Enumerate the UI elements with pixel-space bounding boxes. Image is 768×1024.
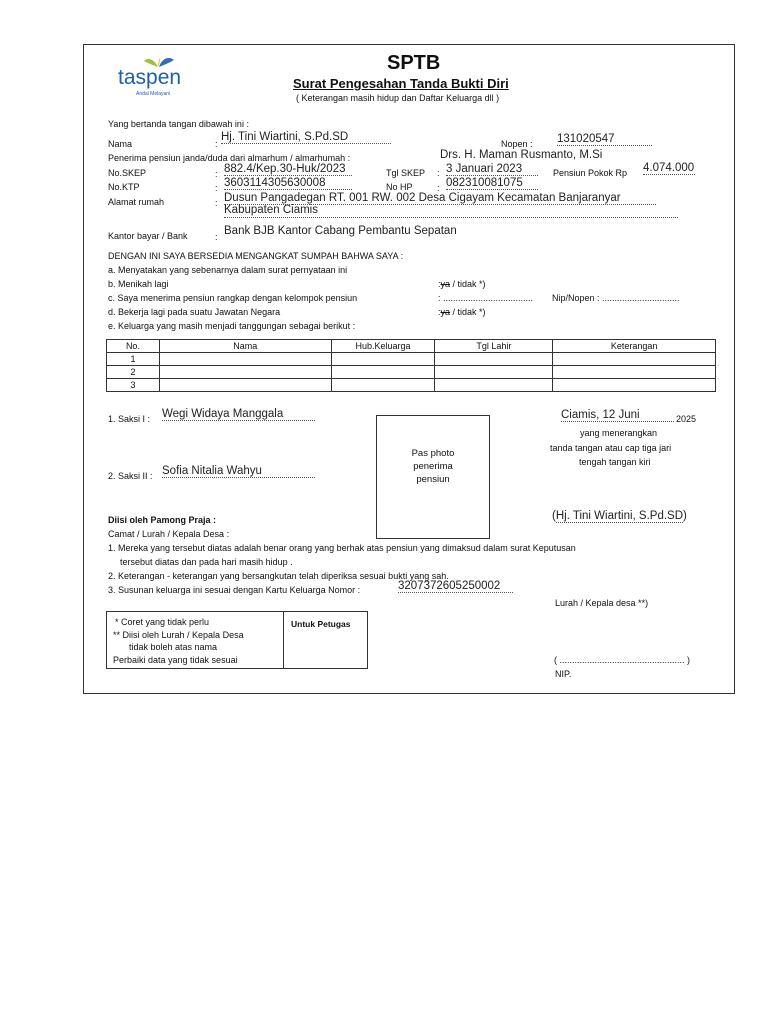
- penerima-label: Penerima pensiun janda/duda dari almarhum / almarhumah :: [108, 153, 351, 163]
- noskep-label: No.SKEP: [108, 168, 147, 178]
- alamat-line1[interactable]: Dusun Pangadegan RT. 001 RW. 002 Desa Cigayam Kecamatan Banjaranyar: [224, 192, 656, 205]
- col-nama: Nama: [159, 340, 331, 353]
- oath-b-ya: ya: [440, 279, 451, 289]
- oath-a: a. Menyatakan yang sebenarnya dalam surat pernyataan ini: [108, 265, 348, 275]
- oath-e: e. Keluarga yang masih menjadi tanggungan sebagai berikut :: [108, 321, 356, 331]
- tglskep-colon: :: [437, 168, 440, 178]
- pamong-p3: 3. Susunan keluarga ini sesuai dengan Kartu Keluarga Nomor :: [108, 585, 361, 595]
- cell-nama[interactable]: [159, 366, 331, 379]
- photo-caption: [377, 447, 489, 486]
- saksi1-field[interactable]: Wegi Widaya Manggala: [162, 408, 315, 421]
- table-header-row: [107, 340, 716, 353]
- cell-tgl[interactable]: [435, 353, 553, 366]
- photo-line1: Pas photo: [411, 448, 455, 459]
- nohp-label: No HP: [386, 182, 413, 192]
- kantor-field[interactable]: Bank BJB Kantor Cabang Pembantu Sepatan: [224, 225, 457, 237]
- kantor-colon: :: [215, 232, 218, 242]
- cell-nama[interactable]: [159, 379, 331, 392]
- note-3: tidak boleh atas nama: [129, 642, 218, 652]
- form-note: ( Keterangan masih hidup dan Daftar Keluarga dll ): [296, 93, 500, 103]
- signature-name[interactable]: (Hj. Tini Wiartini, S.Pd.SD): [552, 510, 687, 522]
- form-subtitle: Surat Pengesahan Tanda Bukti Diri: [293, 76, 509, 91]
- row-no: 1: [107, 353, 160, 366]
- pokok-label: Pensiun Pokok Rp: [553, 168, 628, 178]
- kantor-label: Kantor bayar / Bank: [108, 231, 188, 241]
- alamat-line2[interactable]: Kabupaten Ciamis: [224, 204, 318, 216]
- nopen-field[interactable]: 131020547: [557, 133, 652, 146]
- photo-box[interactable]: [376, 415, 490, 539]
- nohp-field[interactable]: 082310081075: [446, 177, 538, 190]
- cell-hub[interactable]: [331, 353, 435, 366]
- nohp-colon: :: [437, 183, 440, 193]
- nama-label: Nama: [108, 139, 133, 149]
- cell-ket[interactable]: [553, 379, 716, 392]
- cell-hub[interactable]: [331, 366, 435, 379]
- alamat-colon: :: [215, 198, 218, 208]
- untuk-petugas-label: Untuk Petugas: [291, 619, 351, 629]
- pamong-heading: Diisi oleh Pamong Praja :: [108, 515, 217, 525]
- table-row: [107, 379, 716, 392]
- signature-name-value: Hj. Tini Wiartini, S.Pd.SD: [555, 510, 684, 522]
- cell-hub[interactable]: [331, 379, 435, 392]
- oath-d-ya: ya: [440, 307, 451, 317]
- logo-text: taspen: [118, 66, 182, 89]
- note-2: ** Diisi oleh Lurah / Kepala Desa: [113, 630, 244, 640]
- oath-heading: DENGAN INI SAYA BERSEDIA MENGANGKAT SUMPAH BAHWA SAYA :: [108, 251, 404, 261]
- noskep-colon: :: [215, 169, 218, 179]
- oath-c-nip[interactable]: Nip/Nopen : ...............................: [552, 293, 680, 303]
- lurah-label: Lurah / Kepala desa **): [555, 598, 649, 608]
- logo-tagline: Andal Melayani: [136, 91, 171, 97]
- pamong-p1b: tersebut diatas dan pada hari masih hidup .: [120, 557, 293, 567]
- cell-tgl[interactable]: [435, 379, 553, 392]
- oath-b-choice[interactable]: :ya / tidak *): [438, 279, 486, 289]
- noskep-field[interactable]: 882.4/Kep.30-Huk/2023: [224, 163, 352, 176]
- signature-line3: tengah tangan kiri: [579, 457, 651, 467]
- pamong-p1a: 1. Mereka yang tersebut diatas adalah benar orang yang berhak atas pensiun yang dimaksud dalam surat Keputusan: [108, 543, 576, 553]
- noktp-colon: :: [215, 183, 218, 193]
- cell-nama[interactable]: [159, 353, 331, 366]
- saksi2-label: 2. Saksi II :: [108, 471, 153, 481]
- table-row: [107, 366, 716, 379]
- place-date-field[interactable]: Ciamis, 12 Juni: [561, 409, 674, 422]
- nama-colon: :: [215, 139, 218, 149]
- cell-ket[interactable]: [553, 353, 716, 366]
- oath-d-rest: / tidak *): [452, 307, 486, 317]
- col-ket: Keterangan: [553, 340, 716, 353]
- form-title: SPTB: [387, 52, 441, 74]
- taspen-logo: [114, 55, 204, 95]
- col-tgl: Tgl Lahir: [435, 340, 553, 353]
- photo-line3: pensiun: [416, 474, 450, 485]
- tglskep-field[interactable]: 3 Januari 2023: [446, 163, 538, 176]
- cell-tgl[interactable]: [435, 366, 553, 379]
- nama-field[interactable]: Hj. Tini Wiartini, S.Pd.SD: [221, 131, 391, 144]
- row-no: 2: [107, 366, 160, 379]
- oath-d-choice[interactable]: :ya / tidak *): [438, 307, 486, 317]
- signature-line1: yang menerangkan: [580, 428, 658, 438]
- saksi2-field[interactable]: Sofia Nitalia Wahyu: [162, 465, 315, 478]
- signature-year: 2025: [676, 414, 697, 424]
- noktp-field[interactable]: 3603114305630008: [224, 177, 352, 190]
- lurah-sign-blank[interactable]: ( .................................................. ): [554, 655, 691, 665]
- pamong-p2: 2. Keterangan - keterangan yang bersangkutan telah diperiksa sesuai bukti yang sah.: [108, 571, 449, 581]
- oath-c-fill[interactable]: : ....................................: [438, 293, 534, 303]
- alamat-line2-dots: [224, 217, 678, 218]
- saksi1-label: 1. Saksi I :: [108, 414, 151, 424]
- notes-divider: [283, 612, 284, 668]
- intro-text: Yang bertanda tangan dibawah ini :: [108, 119, 249, 129]
- pamong-sub: Camat / Lurah / Kepala Desa :: [108, 529, 230, 539]
- kk-number-field[interactable]: 3207372605250002: [398, 580, 513, 593]
- pokok-field[interactable]: 4.074.000: [643, 162, 695, 174]
- noktp-label: No.KTP: [108, 182, 140, 192]
- col-no: No.: [107, 340, 160, 353]
- oath-b-rest: / tidak *): [452, 279, 486, 289]
- oath-c: c. Saya menerima pensiun rangkap dengan kelompok pensiun: [108, 293, 358, 303]
- tglskep-label: Tgl SKEP: [386, 168, 426, 178]
- penerima-field[interactable]: Drs. H. Maman Rusmanto, M.Si: [440, 149, 603, 161]
- table-row: [107, 353, 716, 366]
- col-hub: Hub.Keluarga: [331, 340, 435, 353]
- oath-d: d. Bekerja lagi pada suatu Jawatan Negara: [108, 307, 281, 317]
- family-table: [106, 339, 716, 392]
- notes-box: [106, 611, 368, 669]
- oath-b: b. Menikah lagi: [108, 279, 169, 289]
- note-1: * Coret yang tidak perlu: [115, 617, 210, 627]
- sptb-form: [83, 44, 735, 694]
- cell-ket[interactable]: [553, 366, 716, 379]
- alamat-label: Alamat rumah: [108, 197, 165, 207]
- signature-line2: tanda tangan atau cap tiga jari: [550, 443, 672, 453]
- photo-line2: penerima: [413, 461, 453, 472]
- nopen-label: Nopen :: [501, 139, 533, 149]
- note-4: Perbaiki data yang tidak sesuai: [113, 655, 238, 665]
- row-no: 3: [107, 379, 160, 392]
- lurah-nip: NIP.: [555, 669, 572, 679]
